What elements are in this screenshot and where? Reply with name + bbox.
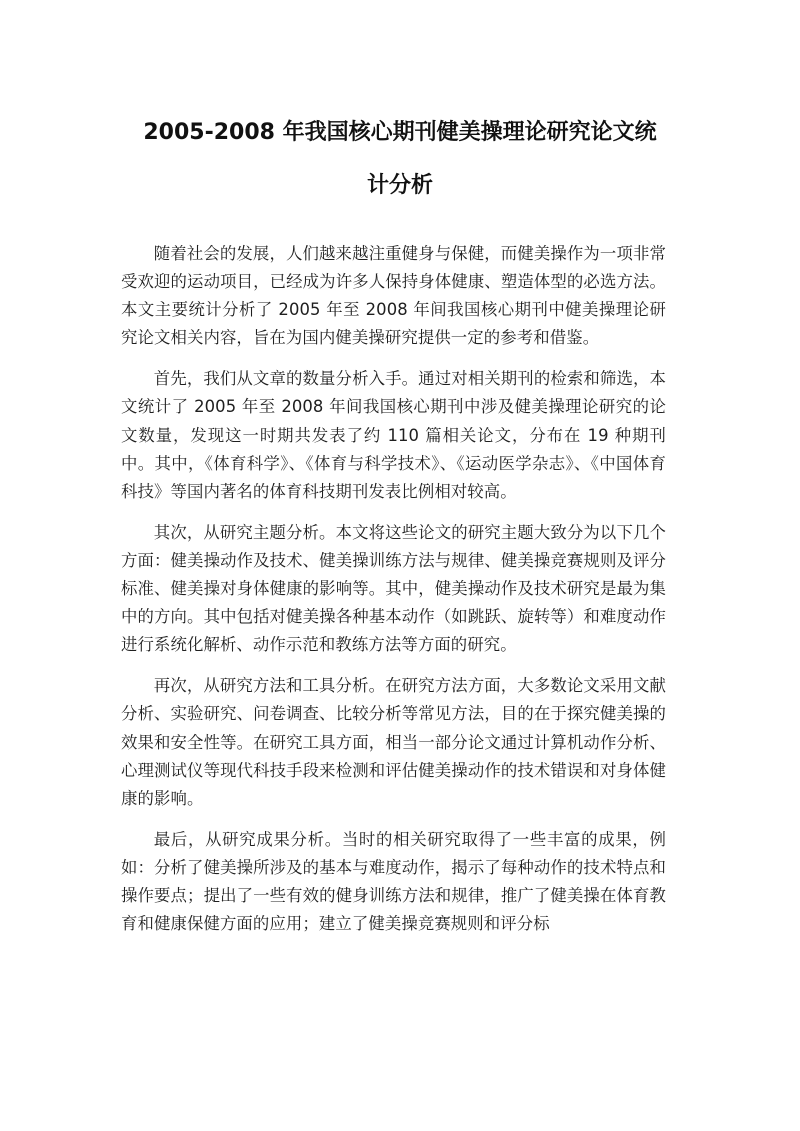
paragraph-introduction: 随着社会的发展，人们越来越注重健身与保健，而健美操作为一项非常受欢迎的运动项目，已经成为许多人保持身体健康、塑造体型的必选方法。本文主要统计分析了 2005 年至 2008 年间我国核心期刊中健美操理论研究论文相关内容，旨在为国内健美操研究提供一定的参考和借鉴。	[121, 244, 666, 348]
document-title-line-2: 计分析	[366, 173, 433, 198]
paragraph-results-analysis: 最后，从研究成果分析。当时的相关研究取得了一些丰富的成果，例如：分析了健美操所涉及的基本与难度动作，揭示了每种动作的技术特点和操作要点；提出了一些有效的健身训练方法和规律，推广了健美操在体育教育和健康保健方面的应用；建立了健美操竞赛规则和评分标	[121, 829, 666, 934]
paragraph-topic-analysis: 其次，从研究主题分析。本文将这些论文的研究主题大致分为以下几个方面：健美操动作及技术、健美操训练方法与规律、健美操竞赛规则及评分标准、健美操对身体健康的影响等。其中，健美操动作及技术研究是最为集中的方向。其中包括对健美操各种基本动作（如跳跃、旋转等）和难度动作进行系统化解析、动作示范和教练方法等方面的研究。	[121, 522, 666, 655]
paragraph-quantity-analysis: 首先，我们从文章的数量分析入手。通过对相关期刊的检索和筛选，本文统计了 2005 年至 2008 年间我国核心期刊中涉及健美操理论研究的论文数量，发现这一时期共发表了约 110 篇相关论文，分布在 19 种期刊中。其中，《体育科学》、《体育与科学技术》、《运动医学杂志》、《中国体育科技》等国内著名的体育科技期刊发表比例相对较高。	[121, 369, 666, 501]
paragraph-method-analysis: 再次，从研究方法和工具分析。在研究方法方面，大多数论文采用文献分析、实验研究、问卷调查、比较分析等常见方法，目的在于探究健美操的效果和安全性等。在研究工具方面，相当一部分论文通过计算机动作分析、心理测试仪等现代科技手段来检测和评估健美操动作的技术错误和对身体健康的影响。	[121, 676, 666, 808]
document-title-line-1: 2005-2008 年我国核心期刊健美操理论研究论文统	[143, 120, 657, 145]
document-body	[121, 240, 666, 951]
